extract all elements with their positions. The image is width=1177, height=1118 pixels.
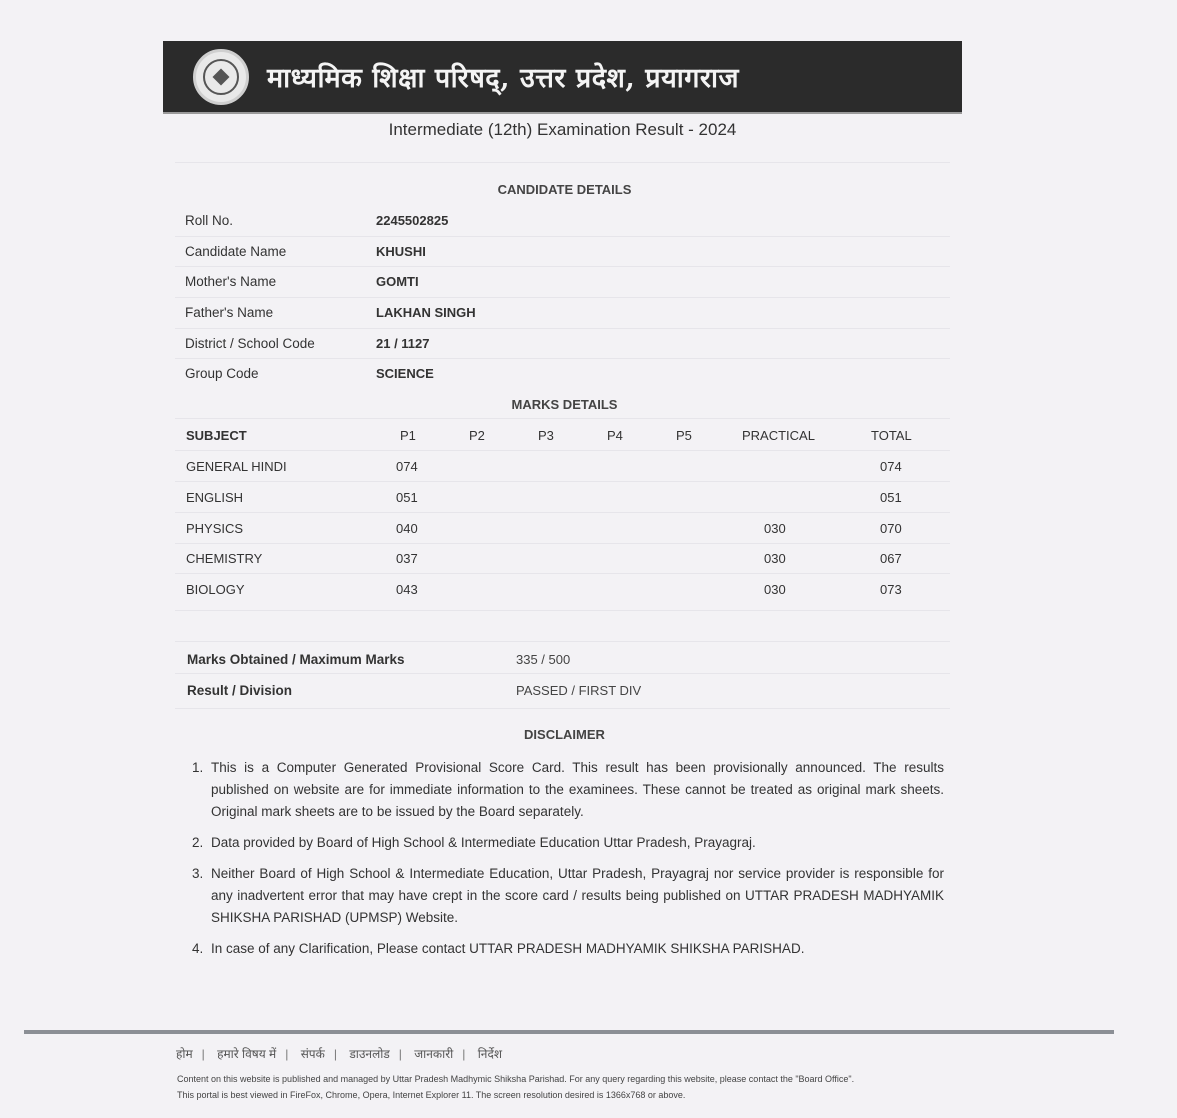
total-marks: 073: [880, 582, 902, 597]
p1-marks: 040: [396, 521, 418, 536]
result-division-value: PASSED / FIRST DIV: [516, 683, 642, 698]
table-row: [186, 484, 946, 514]
divider: [175, 573, 950, 574]
p1-marks: 043: [396, 582, 418, 597]
footer-divider: [24, 1030, 1114, 1034]
total-marks: 074: [880, 459, 902, 474]
result-division-label: Result / Division: [187, 683, 293, 698]
disclaimer-text: In case of any Clarification, Please contact UTTAR PRADESH MADHYAMIK SHIKSHA PARISHAD.: [211, 941, 805, 956]
marks-details-heading: MARKS DETAILS: [511, 397, 618, 412]
footer-link-instructions[interactable]: निर्देश: [477, 1047, 503, 1061]
marks-obtained-value: 335 / 500: [516, 652, 571, 667]
district-school-value: 21 / 1127: [376, 336, 430, 351]
father-name-label: Father's Name: [185, 305, 274, 320]
marks-obtained-row: [187, 646, 947, 676]
list-item: 2. Data provided by Board of High School & Intermediate Education Uttar Pradesh, Prayagraj.: [192, 835, 756, 850]
p1-marks: 037: [396, 551, 418, 566]
disclaimer-text: Data provided by Board of High School & Intermediate Education Uttar Pradesh, Prayagraj.: [211, 835, 756, 850]
mother-name-row: [185, 268, 945, 298]
divider: [175, 512, 950, 513]
practical-marks: 030: [764, 521, 786, 536]
candidate-name-label: Candidate Name: [185, 244, 287, 259]
father-name-row: [185, 299, 945, 329]
p1-marks: 051: [396, 490, 418, 505]
footer-link-home[interactable]: होम: [176, 1047, 193, 1061]
candidate-name-value: KHUSHI: [376, 244, 426, 259]
footer-browser-note: This portal is best viewed in FireFox, Chrome, Opera, Internet Explorer 11. The screen resolution desired is 1366x768 or above.: [177, 1090, 686, 1100]
divider: [175, 358, 950, 359]
col-total: TOTAL: [871, 428, 912, 443]
candidate-name-row: [185, 238, 945, 268]
col-p1: P1: [400, 428, 416, 443]
divider: [175, 543, 950, 544]
col-p5: P5: [676, 428, 692, 443]
footer-link-info[interactable]: जानकारी: [414, 1047, 454, 1061]
list-item: 1. This is a Computer Generated Provisional Score Card. This result has been provisionally announced. The results published on website are for immediate information to the examinees. These cannot be treated as original mark sheets. Original mark sheets are to be issued by the Board separately.: [192, 760, 944, 819]
up-emblem-icon: [193, 49, 249, 105]
group-code-label: Group Code: [185, 366, 259, 381]
result-division-row: [187, 677, 947, 707]
col-p4: P4: [607, 428, 623, 443]
divider: [175, 418, 950, 419]
mother-name-label: Mother's Name: [185, 274, 277, 289]
col-p3: P3: [538, 428, 554, 443]
total-marks: 067: [880, 551, 902, 566]
disclaimer-text: This is a Computer Generated Provisional Score Card. This result has been provisionally announced. The results published on website are for immediate information to the examinees. These cannot be treated as original mark sheets. Original mark sheets are to be issued by the Board separately.: [211, 760, 944, 819]
col-subject: SUBJECT: [186, 428, 247, 443]
table-row: [186, 453, 946, 483]
subject-name: ENGLISH: [186, 490, 244, 505]
marks-obtained-label: Marks Obtained / Maximum Marks: [187, 652, 405, 667]
practical-marks: 030: [764, 551, 786, 566]
table-row: [186, 545, 946, 575]
subject-name: BIOLOGY: [186, 582, 245, 597]
roll-no-row: [185, 207, 945, 237]
disclaimer-list: [192, 757, 944, 969]
roll-no-value: 2245502825: [376, 213, 449, 228]
subject-name: GENERAL HINDI: [186, 459, 287, 474]
list-item: 4. In case of any Clarification, Please contact UTTAR PRADESH MADHYAMIK SHIKSHA PARISHAD.: [192, 941, 805, 956]
divider: [175, 236, 950, 237]
divider: [175, 297, 950, 298]
district-school-row: [185, 330, 945, 360]
disclaimer-heading: DISCLAIMER: [524, 727, 605, 742]
disclaimer-text: Neither Board of High School & Intermediate Education, Uttar Pradesh, Prayagraj nor service provider is responsible for any inadvertent error that may have crept in the score card / results being published on UTTAR PRADESH MADHYAMIK SHIKSHA PARISHAD (UPMSP) Website.: [211, 866, 944, 925]
footer-link-download[interactable]: डाउनलोड: [349, 1047, 390, 1061]
result-title: Intermediate (12th) Examination Result - 2024: [388, 120, 737, 139]
roll-no-label: Roll No.: [185, 213, 234, 228]
divider: [175, 641, 950, 642]
divider: [175, 673, 950, 674]
practical-marks: 030: [764, 582, 786, 597]
divider: [175, 162, 950, 163]
list-item: 3. Neither Board of High School & Intermediate Education, Uttar Pradesh, Prayagraj nor service provider is responsible for any inadvertent error that may have crept in the score card / results being published on UTTAR PRADESH MADHYAMIK SHIKSHA PARISHAD (UPMSP) Website.: [192, 866, 944, 925]
footer-link-about[interactable]: हमारे विषय में: [217, 1047, 277, 1061]
total-marks: 051: [880, 490, 902, 505]
divider: [175, 610, 950, 611]
subject-name: PHYSICS: [186, 521, 244, 536]
divider: [175, 328, 950, 329]
header-banner: [163, 41, 962, 114]
divider: [175, 708, 950, 709]
group-code-row: [185, 360, 945, 390]
group-code-value: SCIENCE: [376, 366, 434, 381]
footer-content-note: Content on this website is published and managed by Uttar Pradesh Madhymic Shiksha Parishad. For any query regarding this website, please contact the "Board Office".: [177, 1074, 855, 1084]
footer-nav: होम | हमारे विषय में | संपर्क | डाउनलोड | जानकारी | निर्देश: [176, 1047, 503, 1061]
mother-name-value: GOMTI: [376, 274, 419, 289]
district-school-label: District / School Code: [185, 336, 315, 351]
col-p2: P2: [469, 428, 485, 443]
table-row: [186, 576, 946, 606]
table-row: [186, 515, 946, 545]
marks-table-header: [186, 422, 946, 452]
candidate-details-heading: CANDIDATE DETAILS: [497, 182, 632, 197]
father-name-value: LAKHAN SINGH: [376, 305, 476, 320]
divider: [175, 481, 950, 482]
total-marks: 070: [880, 521, 902, 536]
divider: [175, 450, 950, 451]
divider: [175, 266, 950, 267]
board-title: माध्यमिक शिक्षा परिषद्, उत्तर प्रदेश, प्रयागराज: [267, 63, 739, 94]
p1-marks: 074: [396, 459, 418, 474]
col-practical: PRACTICAL: [742, 428, 815, 443]
footer-link-contact[interactable]: संपर्क: [300, 1047, 325, 1061]
subject-name: CHEMISTRY: [186, 551, 263, 566]
